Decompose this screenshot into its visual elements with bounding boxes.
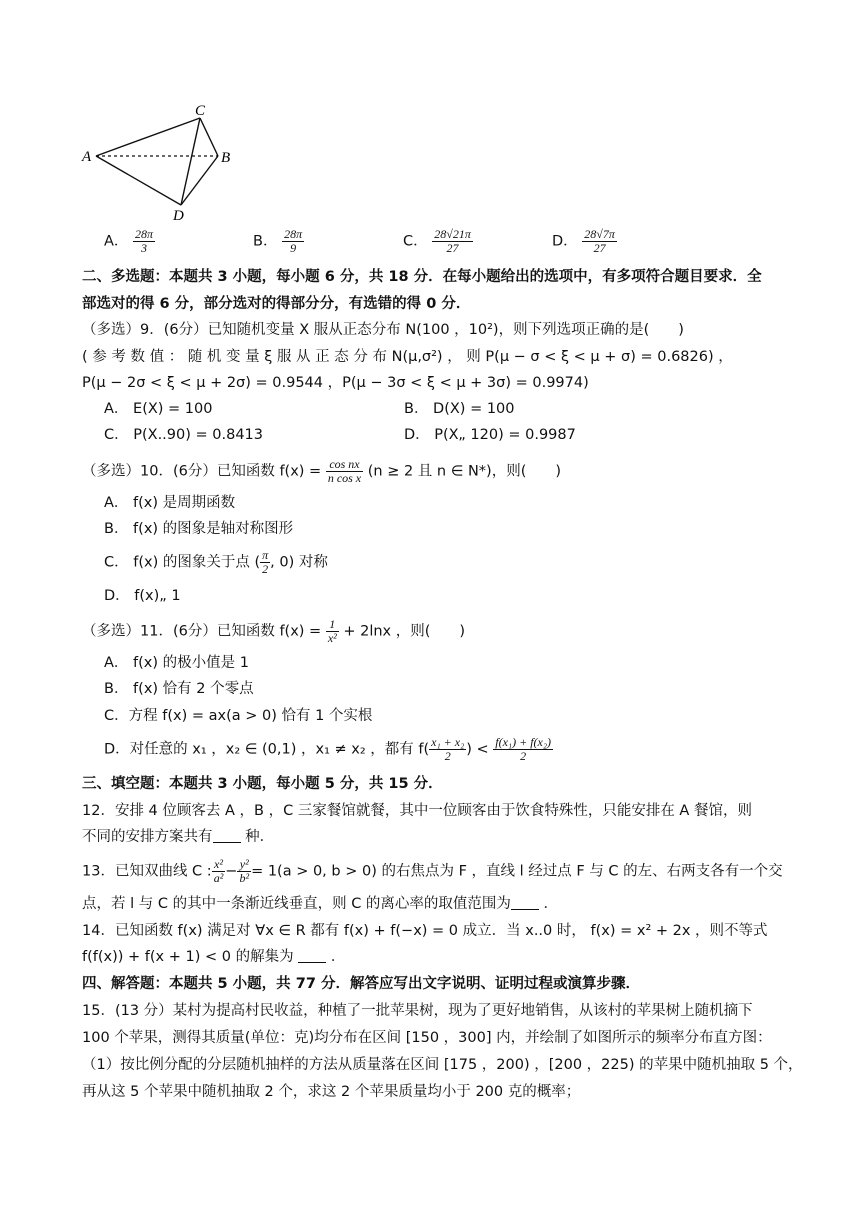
q10-option-c: C． f(x) 的图象关于点 ( $\frac{\pi}{2}$ , 0) 对称: [104, 548, 328, 576]
q14-answer-blank[interactable]: [298, 948, 326, 963]
q8-option-a: A． $\frac{28\pi}{3}$: [104, 227, 154, 255]
q10-option-b: B． f(x) 的图象是轴对称图形: [104, 521, 294, 537]
q8-option-d: D． $\frac{28√7\pi}{27}$: [552, 227, 615, 255]
label-d: D: [173, 208, 184, 224]
q9-option-b: B． D(X) = 100: [404, 401, 515, 417]
label-a: A: [82, 149, 92, 165]
q11-option-b: B． f(x) 恰有 2 个零点: [104, 681, 254, 697]
q11-option-c: C．方程 f(x) = ax(a > 0) 恰有 1 个实根: [104, 708, 373, 724]
tetrahedron-figure: [0, 0, 868, 230]
q8-option-c: C． $\frac{28√21\pi}{27}$: [403, 227, 471, 255]
q13-line2: 点，若 l 与 C 的其中一条渐近线垂直，则 C 的离心率的取值范围为 ．: [82, 896, 559, 912]
q10-stem: （多选）10．(6分）已知函数 f(x) = $\frac{\text{cos nx}}{\text{n cos x}}$ (n ≥ 2 且 n ∈ N*)，则( ): [82, 457, 562, 485]
q13-answer-blank[interactable]: [511, 895, 539, 910]
q9-reference-2: P(μ − 2σ < ξ < μ + 2σ) = 0.9544 ，P(μ − 3σ < ξ < μ + 3σ) = 0.9974): [82, 375, 589, 391]
q12-line1: 12．安排 4 位顾客去 A ，B ，C 三家餐馆就餐，其中一位顾客由于饮食特殊性，只能安排在 A 餐馆，则: [82, 803, 752, 819]
q12-answer-blank[interactable]: [213, 828, 241, 843]
q9-stem: （多选）9．(6分）已知随机变量 X 服从正态分布 N(100 ，10²)，则下列选项正确的是( ): [82, 322, 684, 338]
q11-stem: （多选）11．(6分）已知函数 f(x) = $\frac{1}{\text{x²}}$ + 2lnx ，则( ): [82, 617, 466, 645]
q9-reference-1: ( 参 考 数 值 ： 随 机 变 量 ξ 服 从 正 态 分 布 N(μ,σ²) ， 则 P(μ − σ < ξ < μ + σ) = 0.6826) ，: [82, 349, 733, 365]
q11-option-a: A． f(x) 的极小值是 1: [104, 655, 249, 671]
section2-heading-line2: 部选对的得 6 分，部分选对的得部分分，有选错的得 0 分．: [82, 296, 471, 312]
section4-heading: 四、解答题：本题共 5 小题，共 77 分．解答应写出文字说明、证明过程或演算步骤．: [82, 976, 640, 992]
q15-line1: 15．(13 分）某村为提高村民收益，种植了一批苹果树，现为了更好地销售，从该村的苹果树上随机摘下: [82, 1003, 753, 1019]
q14-line1: 14．已知函数 f(x) 满足对 ∀x ∈ R 都有 f(x) + f(−x) = 0 成立．当 x..0 时， f(x) = x² + 2x ，则不等式: [82, 923, 768, 939]
section2-heading-line1: 二、多选题：本题共 3 小题，每小题 6 分，共 18 分．在每小题给出的选项中，有多项符合题目要求．全: [82, 269, 762, 285]
q11-option-d: D．对任意的 x₁ ，x₂ ∈ (0,1) ，x₁ ≠ x₂ ，都有 f( $\frac{\text{x₁ + x₂}}{2}$ ) < $\frac{\text{f(x₁) + f(x₂)}}{2}$: [104, 735, 552, 763]
label-c: C: [195, 103, 206, 119]
q10-option-d: D． f(x)„ 1: [104, 588, 181, 604]
edge-cb: [200, 118, 218, 156]
q9-option-d: D． P(X„ 120) = 0.9987: [404, 427, 576, 443]
q14-line2: f(f(x)) + f(x + 1) < 0 的解集为 ．: [82, 949, 346, 965]
section3-heading: 三、填空题：本题共 3 小题，每小题 5 分，共 15 分．: [82, 776, 443, 792]
q9-option-a: A． E(X) = 100: [104, 401, 213, 417]
q15-line4: 再从这 5 个苹果中随机抽取 2 个，求这 2 个苹果质量均小于 200 克的概率；: [82, 1084, 581, 1100]
edge-ac: [96, 118, 200, 156]
q13-line1: 13．已知双曲线 C : $\frac{\text{x²}}{\text{a²}}$ − $\frac{\text{y²}}{\text{b²}}$ = 1(a > 0, b > 0) 的右焦点为 F ，直线 l 经过点 F 与 C 的左、右两支各有一个交: [82, 857, 783, 885]
label-b: B: [221, 150, 231, 166]
q8-option-b: B． $\frac{28\pi}{9}$: [253, 227, 303, 255]
q9-option-c: C． P(X..90) = 0.8413: [104, 427, 263, 443]
q15-line3: （1）按比例分配的分层随机抽样的方法从质量落在区间 [175 ，200) ，[200 ，225) 的苹果中随机抽取 5 个，: [82, 1057, 803, 1073]
edge-ad: [96, 156, 181, 205]
q12-line2: 不同的安排方案共有 种．: [82, 829, 275, 845]
q10-option-a: A． f(x) 是周期函数: [104, 495, 236, 511]
q15-line2: 100 个苹果，测得其质量(单位：克)均分布在区间 [150 ，300] 内，并绘制了如图所示的频率分布直方图：: [82, 1030, 772, 1046]
